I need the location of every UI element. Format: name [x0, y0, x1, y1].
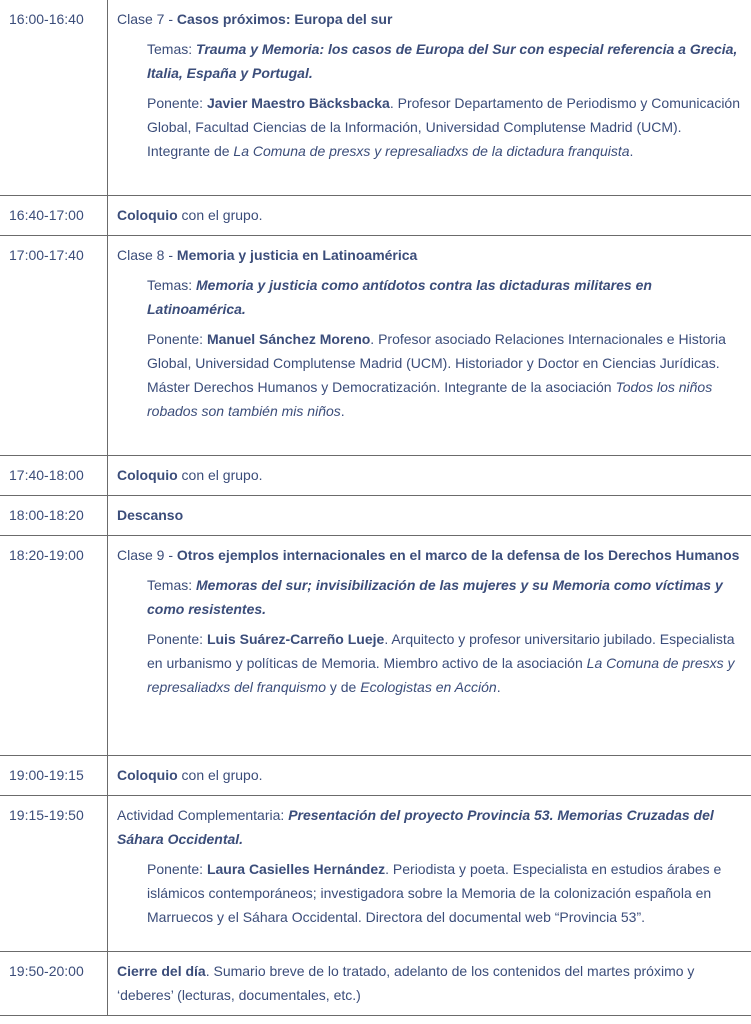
session-cell	[108, 496, 751, 536]
session-cell	[108, 536, 751, 756]
session-title: Memoria y justicia en Latinoamérica	[176, 247, 418, 263]
ponente-end: .	[340, 403, 345, 419]
session-cell	[108, 236, 751, 456]
ponente-bio: . Periodista y poeta. Especialista en estudios árabes e islámicos contemporáneos; investigadora sobre la Memoria de la colonización española en Marruecos y el Sáhara Occidental. Directora del documental web “Provincia 53”.	[147, 861, 722, 925]
session-title: Descanso	[117, 507, 184, 523]
session-cell	[108, 756, 751, 796]
time-cell: 19:15-19:50	[0, 796, 108, 952]
session-prefix: Clase 9 -	[117, 547, 177, 563]
session-title: Coloquio	[117, 207, 178, 223]
session-cell	[108, 952, 751, 1016]
ponente-paragraph	[117, 627, 743, 699]
ponente-label: Ponente:	[147, 331, 207, 347]
time-cell: 17:40-18:00	[0, 456, 108, 496]
table-row	[0, 496, 751, 536]
time-cell: 19:00-19:15	[0, 756, 108, 796]
ponente-paragraph	[117, 91, 743, 163]
time-cell: 16:40-17:00	[0, 196, 108, 236]
ponente-name: Manuel Sánchez Moreno	[206, 331, 371, 347]
ponente-label: Ponente:	[147, 95, 207, 111]
time-cell: 16:00-16:40	[0, 0, 108, 196]
session-cell	[108, 456, 751, 496]
session-text: con el grupo.	[177, 767, 263, 783]
table-row	[0, 236, 751, 456]
temas-text: Memoras del sur; invisibilización de las mujeres y su Memoria como víctimas y como resistentes.	[147, 577, 723, 617]
session-title: Coloquio	[117, 767, 178, 783]
session-title: Cierre del día	[117, 963, 206, 979]
ponente-organization-2: Ecologistas en Acción	[360, 679, 497, 695]
session-title: Otros ejemplos internacionales en el marco de la defensa de los Derechos Humanos	[176, 547, 740, 563]
table-row	[0, 756, 751, 796]
ponente-paragraph	[117, 327, 743, 423]
session-heading	[117, 803, 743, 851]
session-title: Coloquio	[117, 467, 178, 483]
ponente-paragraph	[117, 857, 743, 929]
time-cell: 19:50-20:00	[0, 952, 108, 1016]
session-heading	[117, 7, 743, 31]
session-prefix: Actividad Complementaria:	[117, 807, 289, 823]
ponente-name: Luis Suárez-Carreño Lueje	[206, 631, 385, 647]
temas-label: Temas:	[147, 577, 197, 593]
ponente-bio: . Profesor asociado Relaciones Internacionales e Historia Global, Universidad Complutense Madrid (UCM). Historiador y Doctor en Ciencias Jurídicas. Máster Derechos Humanos y Democratización. Integrante de la asociación	[147, 331, 726, 395]
session-heading	[117, 243, 743, 267]
temas-paragraph	[117, 273, 743, 321]
table-row	[0, 196, 751, 236]
temas-text: Memoria y justicia como antídotos contra las dictaduras militares en Latinoamérica.	[147, 277, 652, 317]
session-prefix: Clase 8 -	[117, 247, 177, 263]
ponente-organization: Todos los niños robados son también mis niños	[147, 379, 713, 419]
temas-paragraph	[117, 573, 743, 621]
session-cell	[108, 796, 751, 952]
table-row	[0, 456, 751, 496]
table-row	[0, 0, 751, 196]
temas-label: Temas:	[147, 41, 197, 57]
ponente-organization: La Comuna de presxs y represaliadxs del franquismo	[147, 655, 735, 695]
session-text: con el grupo.	[177, 207, 263, 223]
temas-label: Temas:	[147, 277, 197, 293]
session-cell	[108, 196, 751, 236]
session-text: con el grupo.	[177, 467, 263, 483]
ponente-end: .	[629, 143, 634, 159]
ponente-label: Ponente:	[147, 631, 207, 647]
ponente-name: Laura Casielles Hernández	[206, 861, 386, 877]
ponente-end: .	[496, 679, 501, 695]
time-cell: 17:00-17:40	[0, 236, 108, 456]
table-row	[0, 796, 751, 952]
ponente-bio: . Profesor Departamento de Periodismo y Comunicación Global, Facultad Ciencias de la Información, Universidad Complutense Madrid (UCM). Integrante de	[147, 95, 741, 159]
ponente-name: Javier Maestro Bäcksbacka	[206, 95, 390, 111]
session-title: Casos próximos: Europa del sur	[176, 11, 393, 27]
ponente-organization: La Comuna de presxs y represaliadxs de la dictadura franquista	[233, 143, 630, 159]
ponente-bio: . Arquitecto y profesor universitario jubilado. Especialista en urbanismo y políticas de Memoria. Miembro activo de la asociación	[147, 631, 735, 671]
session-title: Presentación del proyecto Provincia 53. Memorias Cruzadas del Sáhara Occidental.	[117, 807, 714, 847]
session-text: . Sumario breve de lo tratado, adelanto de los contenidos del martes próximo y ‘deberes’ (lecturas, documentales, etc.)	[117, 963, 695, 1003]
time-cell: 18:00-18:20	[0, 496, 108, 536]
session-prefix: Clase 7 -	[117, 11, 177, 27]
temas-text: Trauma y Memoria: los casos de Europa del Sur con especial referencia a Grecia, Italia, España y Portugal.	[147, 41, 738, 81]
ponente-connector: y de	[325, 679, 361, 695]
session-heading	[117, 543, 743, 567]
table-row	[0, 952, 751, 1016]
ponente-label: Ponente:	[147, 861, 207, 877]
table-row	[0, 536, 751, 756]
time-cell: 18:20-19:00	[0, 536, 108, 756]
session-cell	[108, 0, 751, 196]
temas-paragraph	[117, 37, 743, 85]
